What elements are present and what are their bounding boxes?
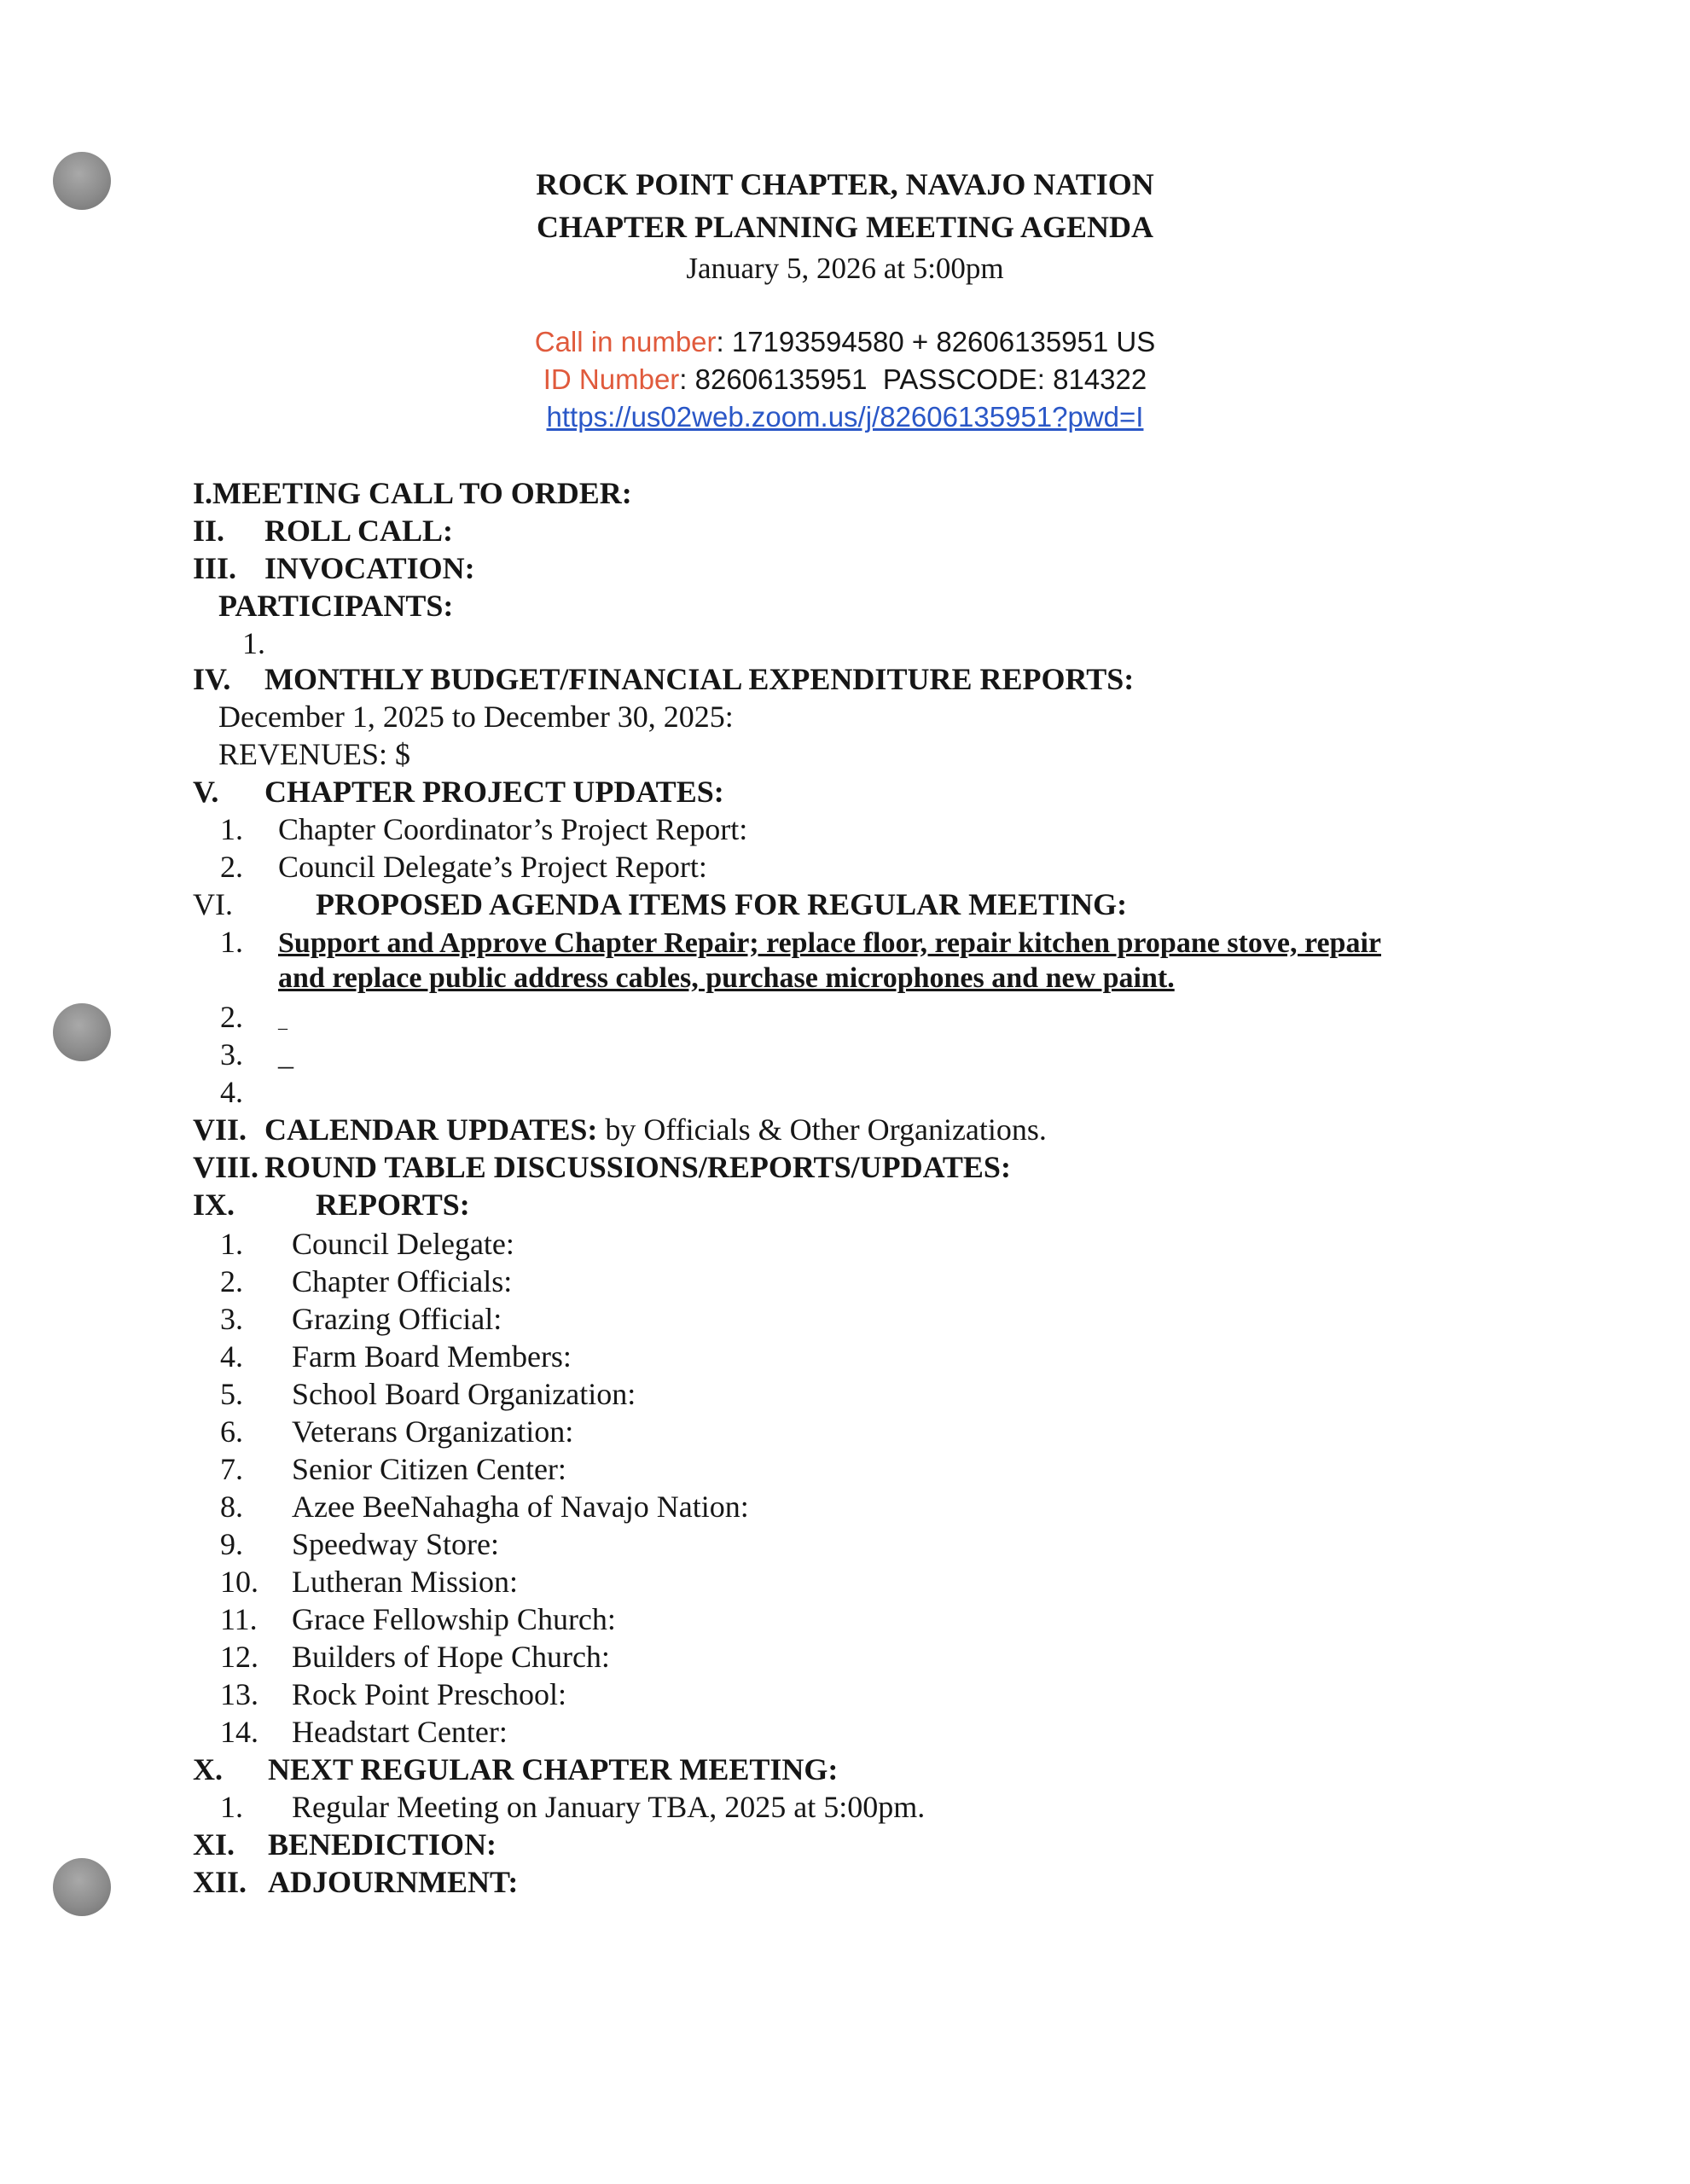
section-10 [193,1754,838,1785]
item-num: 4. [220,1075,243,1109]
list-item [220,1228,514,1259]
section-2 [193,515,453,546]
list-item [220,1266,512,1297]
section-10-num: X. [193,1752,223,1786]
section-7-num: VII. [193,1112,247,1147]
section-12 [193,1867,518,1897]
call-in-line [0,326,1690,358]
item-text: Rock Point Preschool: [292,1677,566,1711]
list-item [220,1566,518,1597]
section-8-title: ROUND TABLE DISCUSSIONS/REPORTS/UPDATES: [264,1150,1011,1184]
list-item [220,1379,636,1409]
id-value: : 82606135951 PASSCODE: 814322 [679,363,1147,395]
item-num: 1. [220,812,243,846]
list-item [220,1454,566,1484]
item-text: Grazing Official: [292,1302,502,1336]
item-num: 5. [220,1377,243,1411]
item-text: Headstart Center: [292,1715,508,1749]
list-item [220,1604,616,1635]
header-title-1: ROCK POINT CHAPTER, NAVAJO NATION [536,167,1154,201]
list-item [220,1416,573,1447]
budget-period: December 1, 2025 to December 30, 2025: [218,700,734,734]
list-item [220,851,707,882]
call-in-label: Call in number [534,326,717,357]
revenues: REVENUES: $ [218,737,410,771]
section-5 [193,776,724,807]
list-item [220,1641,610,1672]
section-2-title: ROLL CALL: [264,514,454,548]
section-4-num: IV. [193,662,231,696]
section-5-title: CHAPTER PROJECT UPDATES: [264,775,724,809]
list-item [220,1077,278,1107]
header-title-2: CHAPTER PLANNING MEETING AGENDA [536,210,1154,244]
section-3-num: III. [193,551,237,585]
list-item [220,1039,293,1070]
item-num: 8. [220,1490,243,1524]
section-3-title: INVOCATION: [264,551,475,585]
section-7-title: CALENDAR UPDATES: [264,1112,598,1147]
item-num: 3. [220,1037,243,1072]
binder-hole-middle [53,1003,111,1061]
section-4 [193,664,1134,694]
section-6-title: PROPOSED AGENDA ITEMS FOR REGULAR MEETING: [316,887,1128,921]
item-text: Grace Fellowship Church: [292,1602,616,1636]
section-10-title: NEXT REGULAR CHAPTER MEETING: [268,1752,839,1786]
item-text: Lutheran Mission: [292,1565,518,1599]
list-item [220,1529,499,1560]
zoom-link-line [0,401,1690,433]
item-text: Chapter Coordinator’s Project Report: [278,812,748,846]
section-5-num: V. [193,775,219,809]
item-num: 1. [220,1227,243,1261]
section-3 [193,553,475,584]
participant-1: 1. [242,626,265,660]
section-7 [193,1114,1047,1145]
list-item [220,1304,502,1334]
item-text: Regular Meeting on January TBA, 2025 at 5:00pm. [292,1790,926,1824]
item-num: 1. [220,925,243,959]
item-num: 12. [220,1640,258,1674]
binder-hole-bottom [53,1858,111,1916]
item-text: _ [278,1037,293,1072]
item-num: 2. [220,850,243,884]
item-text: School Board Organization: [292,1377,636,1411]
item-num: 10. [220,1565,258,1599]
section-2-num: II. [193,514,225,548]
item-num: 11. [220,1602,258,1636]
id-line [0,363,1690,396]
list-item [220,1679,566,1710]
list-item [220,1716,508,1747]
section-9-num: IX. [193,1188,235,1222]
item-text: Azee BeeNahagha of Navajo Nation: [292,1490,749,1524]
item-text: Senior Citizen Center: [292,1452,566,1486]
meeting-date: January 5, 2026 at 5:00pm [686,252,1004,285]
item-text: Speedway Store: [292,1527,499,1561]
section-8 [193,1152,1011,1182]
section-9-title: REPORTS: [316,1188,470,1222]
section-1 [193,478,632,508]
item-text: Chapter Officials: [292,1264,513,1298]
item-text: Builders of Hope Church: [292,1640,610,1674]
item-num: 3. [220,1302,243,1336]
item-text: Council Delegate: [292,1227,514,1261]
participants-heading: PARTICIPANTS: [218,589,454,623]
item-num: 6. [220,1414,243,1449]
section-1-num: I. [193,476,213,510]
item-num: 2. [220,1264,243,1298]
section-11-num: XI. [193,1827,235,1862]
section-11 [193,1829,497,1860]
section-12-num: XII. [193,1865,247,1899]
item-num: 2. [220,1000,243,1034]
section-6 [193,889,1127,920]
item-num: 1. [220,1790,243,1824]
list-item [220,814,747,845]
zoom-link[interactable]: https://us02web.zoom.us/j/82606135951?pwd=I [546,401,1144,433]
section-8-num: VIII. [193,1150,259,1184]
item-num: 14. [220,1715,258,1749]
section-11-title: BENEDICTION: [268,1827,497,1862]
section-4-title: MONTHLY BUDGET/FINANCIAL EXPENDITURE REPORTS: [264,662,1135,696]
proposed-item-1 [220,926,1381,958]
item-text: Council Delegate’s Project Report: [278,850,707,884]
item-num: 9. [220,1527,243,1561]
item-text: Veterans Organization: [292,1414,574,1449]
id-label: ID Number [543,363,680,395]
list-item [220,1002,287,1032]
section-1-title: MEETING CALL TO ORDER: [212,476,632,510]
call-in-value: : 17193594580 + 82606135951 US [716,326,1156,357]
item-num: 4. [220,1339,243,1374]
proposed-item-1-line-1: Support and Approve Chapter Repair; replace floor, repair kitchen propane stove, repair [278,927,1381,959]
list-item [220,1341,572,1372]
section-7-rest: by Officials & Other Organizations. [597,1112,1047,1147]
list-item [220,1491,749,1522]
item-text: _ [278,1010,287,1031]
section-6-num: VI. [193,887,233,921]
proposed-item-1-line-2: and replace public address cables, purchase microphones and new paint. [278,962,1175,994]
list-item [220,1792,925,1822]
section-9 [193,1189,470,1220]
item-num: 13. [220,1677,258,1711]
section-12-title: ADJOURNMENT: [268,1865,519,1899]
item-num: 7. [220,1452,243,1486]
item-text: Farm Board Members: [292,1339,572,1374]
